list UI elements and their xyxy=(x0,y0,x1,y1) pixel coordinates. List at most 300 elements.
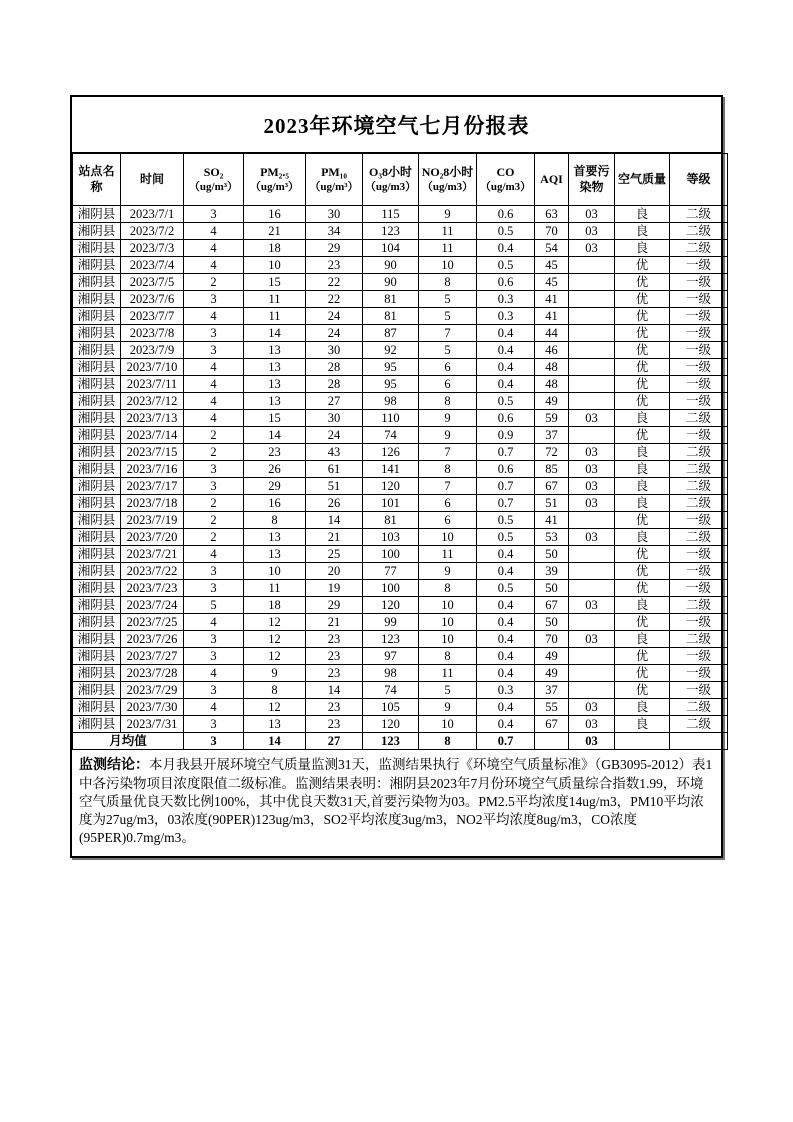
table-cell: 28 xyxy=(306,376,363,393)
summary-cell: 0.7 xyxy=(477,733,535,750)
table-cell: 49 xyxy=(535,648,569,665)
table-row xyxy=(73,223,728,240)
table-cell: 23 xyxy=(306,716,363,733)
table-cell xyxy=(569,427,615,444)
table-cell: 2023/7/10 xyxy=(121,359,184,376)
table-cell: 4 xyxy=(184,257,244,274)
table-cell: 0.4 xyxy=(477,240,535,257)
table-cell: 一级 xyxy=(670,665,728,682)
summary-cell: 14 xyxy=(244,733,306,750)
table-cell: 20 xyxy=(306,563,363,580)
table-cell: 30 xyxy=(306,342,363,359)
table-cell: 优 xyxy=(615,665,670,682)
table-cell: 9 xyxy=(419,699,477,716)
table-cell: 03 xyxy=(569,206,615,223)
table-cell: 97 xyxy=(363,648,419,665)
table-cell: 48 xyxy=(535,376,569,393)
air-quality-table xyxy=(72,153,728,750)
table-row xyxy=(73,342,728,359)
table-cell: 0.9 xyxy=(477,427,535,444)
table-cell: 54 xyxy=(535,240,569,257)
table-cell: 44 xyxy=(535,325,569,342)
table-cell: 0.4 xyxy=(477,359,535,376)
table-cell: 18 xyxy=(244,240,306,257)
table-cell: 28 xyxy=(306,359,363,376)
table-cell: 0.4 xyxy=(477,665,535,682)
table-cell: 一级 xyxy=(670,376,728,393)
table-cell: 2023/7/27 xyxy=(121,648,184,665)
table-cell: 2023/7/13 xyxy=(121,410,184,427)
table-cell: 3 xyxy=(184,461,244,478)
table-cell: 3 xyxy=(184,291,244,308)
table-row xyxy=(73,597,728,614)
table-row xyxy=(73,648,728,665)
table-cell: 2023/7/26 xyxy=(121,631,184,648)
table-cell: 湘阴县 xyxy=(73,308,121,325)
table-cell: 湘阴县 xyxy=(73,223,121,240)
table-cell: 2023/7/20 xyxy=(121,529,184,546)
table-cell: 10 xyxy=(419,614,477,631)
summary-cell xyxy=(670,733,728,750)
table-cell: 49 xyxy=(535,393,569,410)
table-cell: 22 xyxy=(306,274,363,291)
table-cell: 优 xyxy=(615,342,670,359)
table-cell: 100 xyxy=(363,580,419,597)
table-cell: 二级 xyxy=(670,699,728,716)
table-cell: 一级 xyxy=(670,359,728,376)
table-cell xyxy=(569,376,615,393)
table-cell: 70 xyxy=(535,223,569,240)
table-cell: 优 xyxy=(615,682,670,699)
summary-cell: 03 xyxy=(569,733,615,750)
table-cell: 4 xyxy=(184,699,244,716)
table-cell: 11 xyxy=(244,308,306,325)
table-cell: 7 xyxy=(419,325,477,342)
table-cell: 2023/7/28 xyxy=(121,665,184,682)
table-cell: 11 xyxy=(419,546,477,563)
table-cell: 2023/7/29 xyxy=(121,682,184,699)
table-cell: 一级 xyxy=(670,614,728,631)
table-cell: 5 xyxy=(419,308,477,325)
table-cell: 10 xyxy=(244,563,306,580)
table-cell: 二级 xyxy=(670,410,728,427)
table-cell: 0.5 xyxy=(477,580,535,597)
table-cell: 0.5 xyxy=(477,393,535,410)
table-cell: 45 xyxy=(535,257,569,274)
table-cell: 2023/7/8 xyxy=(121,325,184,342)
table-cell: 6 xyxy=(419,376,477,393)
table-row xyxy=(73,631,728,648)
table-cell: 03 xyxy=(569,529,615,546)
table-cell: 2023/7/22 xyxy=(121,563,184,580)
table-cell: 二级 xyxy=(670,240,728,257)
table-row xyxy=(73,206,728,223)
table-cell: 105 xyxy=(363,699,419,716)
table-cell: 92 xyxy=(363,342,419,359)
table-cell: 湘阴县 xyxy=(73,461,121,478)
table-cell: 一级 xyxy=(670,682,728,699)
table-cell: 2 xyxy=(184,512,244,529)
table-cell: 2023/7/23 xyxy=(121,580,184,597)
table-cell: 41 xyxy=(535,308,569,325)
table-cell: 16 xyxy=(244,495,306,512)
table-cell xyxy=(569,308,615,325)
table-cell: 30 xyxy=(306,206,363,223)
table-cell: 湘阴县 xyxy=(73,274,121,291)
table-cell: 3 xyxy=(184,648,244,665)
table-cell: 10 xyxy=(419,529,477,546)
table-cell: 0.5 xyxy=(477,512,535,529)
column-header: 首要污染物 xyxy=(569,154,615,206)
table-cell: 湘阴县 xyxy=(73,495,121,512)
table-cell: 21 xyxy=(244,223,306,240)
table-cell: 2 xyxy=(184,495,244,512)
table-cell: 03 xyxy=(569,223,615,240)
table-cell: 湘阴县 xyxy=(73,648,121,665)
table-cell: 0.7 xyxy=(477,495,535,512)
table-cell: 3 xyxy=(184,631,244,648)
table-cell: 30 xyxy=(306,410,363,427)
table-row xyxy=(73,699,728,716)
table-cell: 二级 xyxy=(670,206,728,223)
table-cell: 4 xyxy=(184,376,244,393)
conclusion-block xyxy=(72,750,721,856)
table-cell: 二级 xyxy=(670,444,728,461)
table-cell: 一级 xyxy=(670,546,728,563)
table-cell: 良 xyxy=(615,206,670,223)
table-row xyxy=(73,308,728,325)
table-cell: 81 xyxy=(363,308,419,325)
table-cell xyxy=(569,614,615,631)
table-cell: 2023/7/17 xyxy=(121,478,184,495)
table-cell: 59 xyxy=(535,410,569,427)
summary-label: 月均值 xyxy=(73,733,184,750)
table-cell: 0.7 xyxy=(477,444,535,461)
table-cell: 一级 xyxy=(670,580,728,597)
table-cell: 湘阴县 xyxy=(73,359,121,376)
table-cell: 23 xyxy=(244,444,306,461)
table-row xyxy=(73,682,728,699)
table-row xyxy=(73,257,728,274)
table-cell: 二级 xyxy=(670,529,728,546)
report-title: 2023年环境空气七月份报表 xyxy=(72,97,721,153)
table-cell: 13 xyxy=(244,393,306,410)
table-cell: 0.5 xyxy=(477,257,535,274)
table-cell: 123 xyxy=(363,631,419,648)
table-row xyxy=(73,512,728,529)
table-cell: 120 xyxy=(363,597,419,614)
table-cell: 0.7 xyxy=(477,478,535,495)
table-cell: 0.3 xyxy=(477,682,535,699)
table-cell: 2023/7/2 xyxy=(121,223,184,240)
table-cell: 13 xyxy=(244,716,306,733)
table-cell: 23 xyxy=(306,631,363,648)
table-cell: 0.5 xyxy=(477,529,535,546)
table-cell: 湘阴县 xyxy=(73,699,121,716)
summary-cell: 3 xyxy=(184,733,244,750)
table-cell: 湘阴县 xyxy=(73,580,121,597)
table-cell: 0.6 xyxy=(477,274,535,291)
table-cell: 一级 xyxy=(670,563,728,580)
table-row xyxy=(73,240,728,257)
summary-cell: 123 xyxy=(363,733,419,750)
table-cell: 8 xyxy=(419,274,477,291)
table-cell: 2023/7/3 xyxy=(121,240,184,257)
table-row xyxy=(73,529,728,546)
table-cell: 湘阴县 xyxy=(73,563,121,580)
table-cell: 2023/7/11 xyxy=(121,376,184,393)
table-cell: 14 xyxy=(244,427,306,444)
table-cell: 81 xyxy=(363,291,419,308)
table-cell: 10 xyxy=(419,716,477,733)
table-cell: 0.4 xyxy=(477,546,535,563)
table-cell: 2 xyxy=(184,529,244,546)
table-row xyxy=(73,563,728,580)
table-cell: 湘阴县 xyxy=(73,393,121,410)
table-cell: 26 xyxy=(244,461,306,478)
table-cell: 一级 xyxy=(670,325,728,342)
table-cell xyxy=(569,512,615,529)
table-cell xyxy=(569,291,615,308)
table-cell: 3 xyxy=(184,325,244,342)
table-cell: 53 xyxy=(535,529,569,546)
table-cell: 24 xyxy=(306,427,363,444)
table-cell xyxy=(569,563,615,580)
table-cell: 二级 xyxy=(670,631,728,648)
table-cell: 8 xyxy=(244,682,306,699)
table-cell: 3 xyxy=(184,563,244,580)
table-cell: 13 xyxy=(244,529,306,546)
table-cell: 二级 xyxy=(670,223,728,240)
table-cell xyxy=(569,580,615,597)
table-cell: 4 xyxy=(184,614,244,631)
table-cell: 15 xyxy=(244,410,306,427)
table-row xyxy=(73,376,728,393)
table-cell: 湘阴县 xyxy=(73,206,121,223)
table-cell xyxy=(569,648,615,665)
table-cell: 优 xyxy=(615,376,670,393)
table-row xyxy=(73,291,728,308)
table-cell: 110 xyxy=(363,410,419,427)
table-cell: 湘阴县 xyxy=(73,716,121,733)
table-cell: 21 xyxy=(306,529,363,546)
table-cell: 湘阴县 xyxy=(73,427,121,444)
table-cell: 0.4 xyxy=(477,597,535,614)
table-cell: 77 xyxy=(363,563,419,580)
table-cell: 11 xyxy=(244,291,306,308)
table-cell: 3 xyxy=(184,580,244,597)
column-header: 站点名称 xyxy=(73,154,121,206)
table-cell: 优 xyxy=(615,427,670,444)
table-cell: 29 xyxy=(306,597,363,614)
table-cell: 29 xyxy=(306,240,363,257)
table-cell: 4 xyxy=(184,223,244,240)
table-cell: 9 xyxy=(419,410,477,427)
column-header: 时间 xyxy=(121,154,184,206)
table-cell: 11 xyxy=(419,665,477,682)
table-cell: 一级 xyxy=(670,342,728,359)
table-cell xyxy=(569,546,615,563)
table-cell: 优 xyxy=(615,563,670,580)
table-cell: 一级 xyxy=(670,393,728,410)
table-cell: 120 xyxy=(363,716,419,733)
table-cell: 87 xyxy=(363,325,419,342)
table-cell: 4 xyxy=(184,410,244,427)
table-cell: 23 xyxy=(306,648,363,665)
table-cell: 3 xyxy=(184,478,244,495)
table-cell: 2023/7/19 xyxy=(121,512,184,529)
table-cell: 11 xyxy=(419,223,477,240)
table-cell: 湘阴县 xyxy=(73,240,121,257)
table-cell: 95 xyxy=(363,359,419,376)
table-cell: 0.4 xyxy=(477,648,535,665)
table-row xyxy=(73,359,728,376)
table-cell: 良 xyxy=(615,461,670,478)
table-cell: 湘阴县 xyxy=(73,597,121,614)
table-cell: 6 xyxy=(419,359,477,376)
table-cell: 0.3 xyxy=(477,308,535,325)
table-cell: 48 xyxy=(535,359,569,376)
table-cell: 21 xyxy=(306,614,363,631)
table-row xyxy=(73,410,728,427)
table-cell: 2 xyxy=(184,427,244,444)
table-cell: 46 xyxy=(535,342,569,359)
table-cell: 72 xyxy=(535,444,569,461)
table-cell: 13 xyxy=(244,359,306,376)
table-cell: 2023/7/16 xyxy=(121,461,184,478)
table-cell: 湘阴县 xyxy=(73,529,121,546)
table-row xyxy=(73,495,728,512)
table-cell: 5 xyxy=(419,342,477,359)
column-header: PM₂.₅ （ug/m³） xyxy=(244,154,306,206)
table-row xyxy=(73,274,728,291)
table-cell: 23 xyxy=(306,665,363,682)
table-cell: 6 xyxy=(419,512,477,529)
table-cell: 优 xyxy=(615,257,670,274)
table-cell: 0.4 xyxy=(477,342,535,359)
table-cell: 7 xyxy=(419,444,477,461)
table-cell: 03 xyxy=(569,495,615,512)
table-cell: 良 xyxy=(615,223,670,240)
table-cell: 优 xyxy=(615,614,670,631)
table-cell: 2023/7/31 xyxy=(121,716,184,733)
table-cell: 10 xyxy=(244,257,306,274)
summary-cell xyxy=(615,733,670,750)
table-cell: 良 xyxy=(615,410,670,427)
column-header: SO₂ （ug/m³） xyxy=(184,154,244,206)
table-cell: 100 xyxy=(363,546,419,563)
table-cell: 湘阴县 xyxy=(73,325,121,342)
table-cell: 8 xyxy=(419,648,477,665)
column-header: O₃8小时 （ug/m3） xyxy=(363,154,419,206)
table-cell: 4 xyxy=(184,665,244,682)
table-cell: 55 xyxy=(535,699,569,716)
column-header: CO （ug/m3） xyxy=(477,154,535,206)
column-header: NO₂8小时 （ug/m3） xyxy=(419,154,477,206)
table-cell: 63 xyxy=(535,206,569,223)
table-cell: 13 xyxy=(244,342,306,359)
table-cell: 101 xyxy=(363,495,419,512)
table-cell: 0.3 xyxy=(477,291,535,308)
table-cell: 26 xyxy=(306,495,363,512)
conclusion-text: 本月我县开展环境空气质量监测31天，监测结果执行《环境空气质量标准》（GB3095-2012）表1中各污染物项目浓度限值二级标准。监测结果表明：湘阴县2023年7月份环境空气质量综合指数1.99，环境空气质量优良天数比例100%，其中优良天数31天,首要污染物为03。PM2.5平均浓度14ug/m3，PM10平均浓度为27ug/m3，03浓度(90PER)123ug/m3，SO2平均浓度3ug/m3，NO2平均浓度8ug/m3，CO浓度(95PER)0.7mg/m3。 xyxy=(79,757,713,845)
table-cell: 6 xyxy=(419,495,477,512)
table-cell: 良 xyxy=(615,699,670,716)
table-cell: 10 xyxy=(419,257,477,274)
table-cell: 41 xyxy=(535,291,569,308)
table-cell: 湘阴县 xyxy=(73,444,121,461)
table-cell: 一级 xyxy=(670,648,728,665)
table-cell: 50 xyxy=(535,546,569,563)
table-cell: 8 xyxy=(419,461,477,478)
table-cell: 7 xyxy=(419,478,477,495)
table-cell: 85 xyxy=(535,461,569,478)
table-row xyxy=(73,325,728,342)
table-cell: 43 xyxy=(306,444,363,461)
table-cell: 湘阴县 xyxy=(73,257,121,274)
table-cell: 11 xyxy=(419,240,477,257)
table-cell: 51 xyxy=(535,495,569,512)
header-row xyxy=(73,154,728,206)
table-cell: 优 xyxy=(615,512,670,529)
table-cell xyxy=(569,665,615,682)
table-cell: 湘阴县 xyxy=(73,342,121,359)
table-cell: 湘阴县 xyxy=(73,682,121,699)
table-row xyxy=(73,665,728,682)
table-cell: 14 xyxy=(306,512,363,529)
table-cell: 16 xyxy=(244,206,306,223)
table-cell: 12 xyxy=(244,648,306,665)
conclusion-label: 监测结论： xyxy=(79,758,149,773)
table-cell: 27 xyxy=(306,393,363,410)
table-cell: 一级 xyxy=(670,308,728,325)
table-cell: 一级 xyxy=(670,274,728,291)
table-cell: 良 xyxy=(615,597,670,614)
table-cell: 2023/7/25 xyxy=(121,614,184,631)
table-cell: 4 xyxy=(184,359,244,376)
table-cell: 2 xyxy=(184,444,244,461)
table-cell: 11 xyxy=(244,580,306,597)
table-cell: 5 xyxy=(419,682,477,699)
table-cell: 5 xyxy=(184,597,244,614)
table-cell: 03 xyxy=(569,631,615,648)
table-cell: 70 xyxy=(535,631,569,648)
table-cell: 优 xyxy=(615,393,670,410)
table-cell: 3 xyxy=(184,682,244,699)
table-cell: 13 xyxy=(244,376,306,393)
table-cell: 湘阴县 xyxy=(73,512,121,529)
table-cell: 一级 xyxy=(670,512,728,529)
table-cell xyxy=(569,359,615,376)
table-cell: 良 xyxy=(615,478,670,495)
table-cell xyxy=(569,342,615,359)
table-cell: 0.4 xyxy=(477,563,535,580)
table-cell: 10 xyxy=(419,597,477,614)
table-cell: 优 xyxy=(615,291,670,308)
table-cell: 03 xyxy=(569,444,615,461)
table-cell: 0.6 xyxy=(477,461,535,478)
summary-cell xyxy=(535,733,569,750)
table-cell: 3 xyxy=(184,342,244,359)
table-cell: 优 xyxy=(615,359,670,376)
table-cell: 95 xyxy=(363,376,419,393)
table-cell: 0.6 xyxy=(477,410,535,427)
table-cell: 优 xyxy=(615,308,670,325)
table-row xyxy=(73,444,728,461)
table-cell: 0.4 xyxy=(477,376,535,393)
table-cell: 24 xyxy=(306,325,363,342)
report-sheet xyxy=(70,95,723,858)
